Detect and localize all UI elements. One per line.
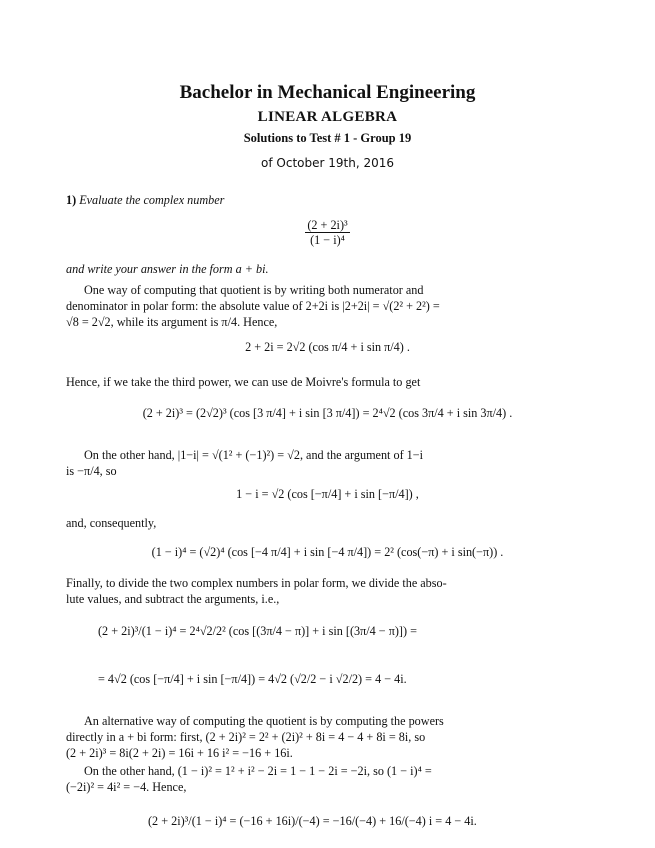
equation-polar-numerator (0, 340, 655, 355)
paragraph-4: and, consequently, (66, 516, 157, 530)
equation-5b-text: = 4√2 (cos [−π/4] + i sin [−π/4]) = 4√2 (√2/2 − i √2/2) = 4 − 4i. (98, 672, 407, 686)
test-date: of October 19th, 2016 (261, 156, 394, 170)
paragraph-1-line-1: One way of computing that quotient is by writing both numerator and (84, 283, 424, 297)
paragraph-5-line-2: lute values, and subtract the arguments, i.e., (66, 592, 280, 606)
expr-denominator: (1 − i)⁴ (310, 233, 345, 247)
equation-alternative-result (148, 814, 477, 829)
equation-division-line-2 (98, 672, 407, 687)
paragraph-3-line-2: is −π/4, so (66, 464, 117, 478)
paragraph-5-line-1: Finally, to divide the two complex numbers in polar form, we divide the abso- (66, 576, 447, 590)
equation-5a-text: (2 + 2i)³/(1 − i)⁴ = 2⁴√2/2² (cos [(3π/4 − π)] + i sin [(3π/4 − π)]) = (98, 624, 417, 638)
equation-de-moivre (0, 406, 655, 421)
paragraph-2: Hence, if we take the third power, we can use de Moivre's formula to get (66, 375, 421, 389)
equation-3-text: 1 − i = √2 (cos [−π/4] + i sin [−π/4]) , (236, 487, 419, 501)
paragraph-7-line-2: (−2i)² = 4i² = −4. Hence, (66, 780, 187, 794)
problem-prompt-end: and write your answer in the form a + bi. (66, 262, 269, 276)
equation-1-text: 2 + 2i = 2√2 (cos π/4 + i sin π/4) . (245, 340, 410, 354)
equation-6-text: (2 + 2i)³/(1 − i)⁴ = (−16 + 16i)/(−4) = −16/(−4) + 16/(−4) i = 4 − 4i. (148, 814, 477, 828)
test-title: Solutions to Test # 1 - Group 19 (243, 131, 412, 145)
paragraph-3-line-1: On the other hand, |1−i| = √(1² + (−1)²) = √2, and the argument of 1−i (84, 448, 424, 462)
problem-statement (66, 192, 224, 208)
equation-2-text: (2 + 2i)³ = (2√2)³ (cos [3 π/4] + i sin [3 π/4]) = 2⁴√2 (cos 3π/4 + i sin 3π/4) . (142, 406, 513, 420)
equation-polar-denominator (0, 487, 655, 502)
problem-prompt: Evaluate the complex number (79, 193, 225, 207)
equation-4-text: (1 − i)⁴ = (√2)⁴ (cos [−4 π/4] + i sin [−4 π/4]) = 2² (cos(−π) + i sin(−π)) . (151, 545, 504, 559)
paragraph-6-line-3: (2 + 2i)³ = 8i(2 + 2i) = 16i + 16 i² = −16 + 16i. (66, 746, 293, 760)
equation-fourth-power (0, 545, 655, 560)
document-title: Bachelor in Mechanical Engineering (179, 82, 476, 103)
paragraph-7-line-1: On the other hand, (1 − i)² = 1² + i² − 2i = 1 − 1 − 2i = −2i, so (1 − i)⁴ = (84, 764, 432, 778)
problem-expression (0, 218, 655, 247)
equation-division-line-1 (98, 624, 417, 639)
course-title: LINEAR ALGEBRA (257, 109, 398, 125)
problem-number: 1) (66, 193, 77, 207)
paragraph-1-line-3: √8 = 2√2, while its argument is π/4. Hence, (66, 315, 278, 329)
paragraph-6-line-1: An alternative way of computing the quotient is by computing the powers (84, 714, 444, 728)
expr-numerator: (2 + 2i)³ (307, 218, 348, 232)
paragraph-1-line-2: denominator in polar form: the absolute value of 2+2i is |2+2i| = √(2² + 2²) = (66, 299, 440, 313)
paragraph-6-line-2: directly in a + bi form: first, (2 + 2i)² = 2² + (2i)² + 8i = 4 − 4 + 8i = 8i, so (66, 730, 426, 744)
